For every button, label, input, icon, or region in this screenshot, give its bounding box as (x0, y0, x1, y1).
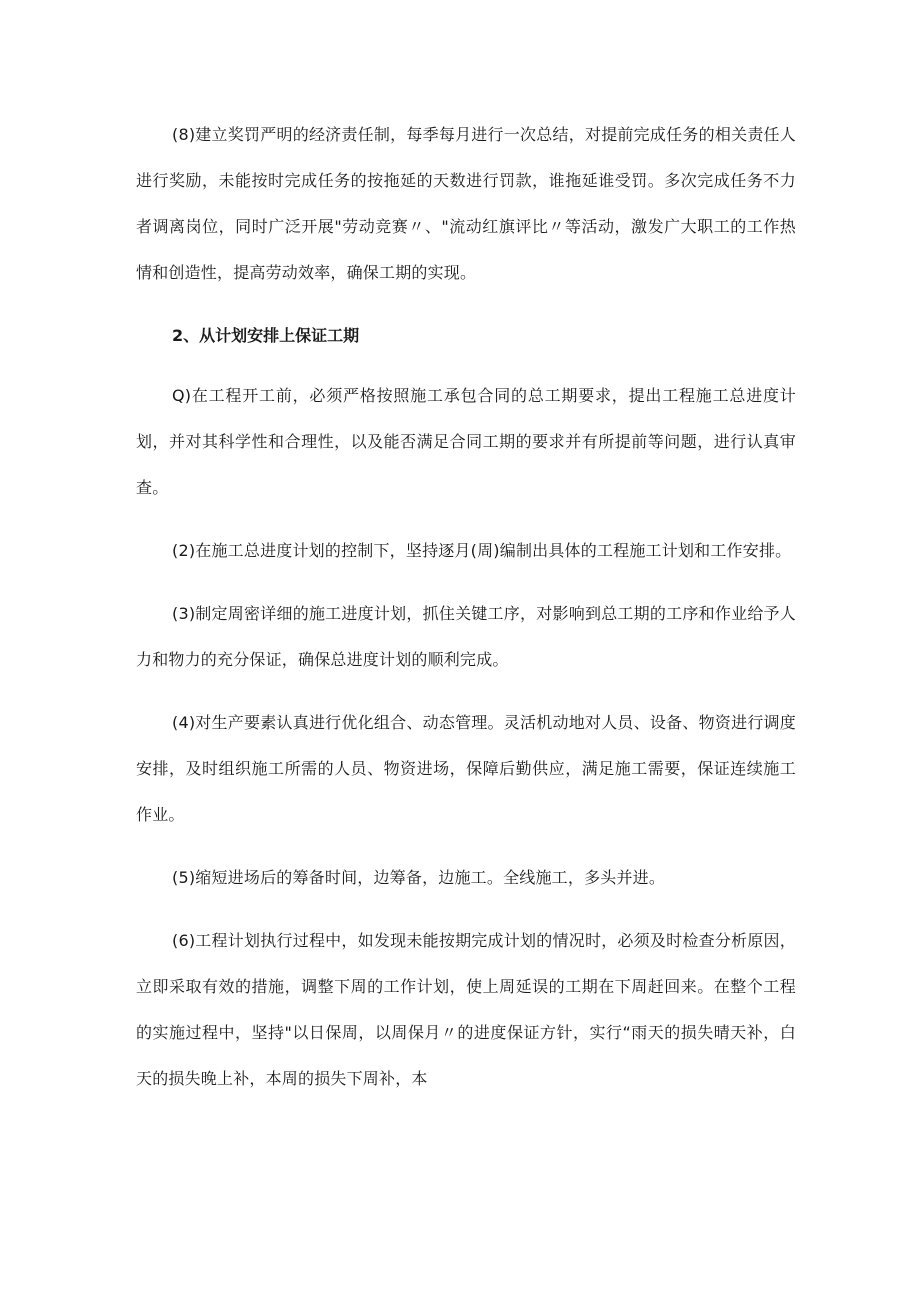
paragraph-6-plan-execution: (6)工程计划执行过程中，如发现未能按期完成计划的情况时，必须及时检查分析原因，立即采取有效的措施，调整下周的工作计划，使上周延误的工期在下周赶回来。在整个工程的实施过程中，坚持"以日保周，以周保月〃的进度保证方针，实行“雨天的损失晴天补，白天的损失晚上补，本周的损失下周补，本 (136, 931, 796, 1088)
paragraph-8-reward-penalty: (8)建立奖罚严明的经济责任制，每季每月进行一次总结，对提前完成任务的相关责任人进行奖励，未能按时完成任务的按拖延的天数进行罚款，谁拖延谁受罚。多次完成任务不力者调离岗位，同时广泛开展"劳动竞赛〃、"流动红旗评比〃等活动，激发广大职工的工作热情和创造性，提高劳动效率，确保工期的实现。 (136, 125, 796, 282)
paragraph-2-monthly-plan: (2)在施工总进度计划的控制下，坚持逐月(周)编制出具体的工程施工计划和工作安排。 (172, 541, 792, 560)
paragraph-1-master-schedule: Q)在工程开工前，必须严格按照施工承包合同的总工期要求，提出工程施工总进度计划，并对其科学性和合理性，以及能否满足合同工期的要求并有所提前等问题，进行认真审查。 (136, 386, 796, 497)
paragraph-3-detailed-plan: (3)制定周密详细的施工进度计划，抓住关键工序，对影响到总工期的工序和作业给予人力和物力的充分保证，确保总进度计划的顺利完成。 (136, 604, 796, 669)
paragraph-5-preparation-time: (5)缩短进场后的筹备时间，边筹备，边施工。全线施工，多头并进。 (172, 868, 666, 887)
paragraph-4-resource-management: (4)对生产要素认真进行优化组合、动态管理。灵活机动地对人员、设备、物资进行调度安排，及时组织施工所需的人员、物资进场，保障后勤供应，满足施工需要，保证连续施工作业。 (136, 713, 796, 824)
section-heading-schedule: 2、从计划安排上保证工期 (172, 326, 360, 345)
document-body (136, 112, 796, 1119)
